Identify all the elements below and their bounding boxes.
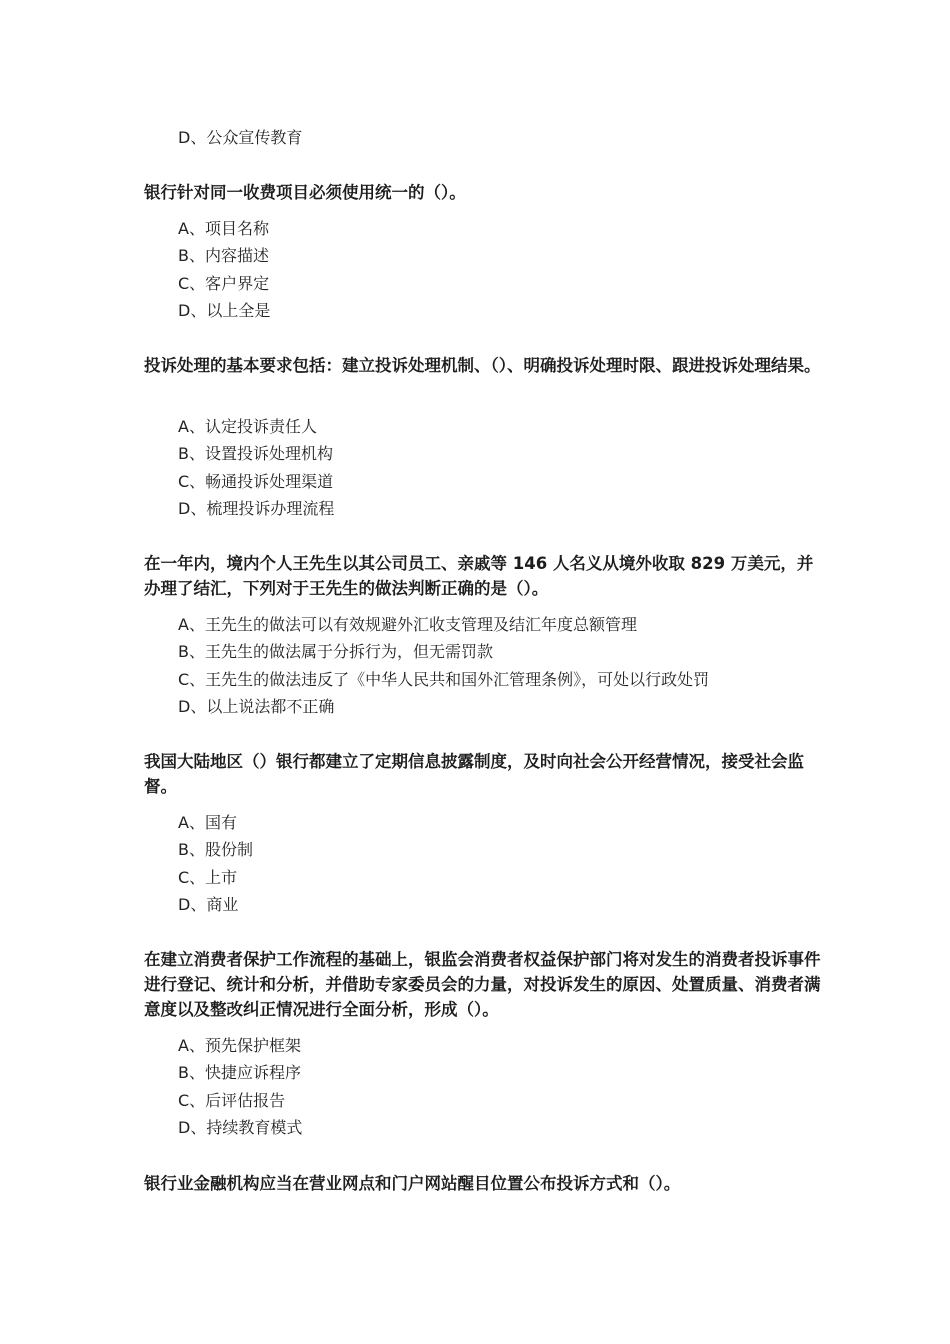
option-item: A、项目名称 (178, 219, 269, 238)
question-4: 我国大陆地区（）银行都建立了定期信息披露制度，及时向社会公开经营情况，接受社会监督。 (144, 752, 804, 796)
option-item: D、以上全是 (178, 300, 271, 320)
question-2: 投诉处理的基本要求包括：建立投诉处理机制、（）、明确投诉处理时限、跟进投诉处理结果。 (144, 356, 821, 375)
option-item: C、王先生的做法违反了《中华人民共和国外汇管理条例》，可处以行政处罚 (178, 669, 710, 689)
option-item: B、设置投诉处理机构 (178, 444, 333, 464)
option-list-4 (178, 809, 838, 918)
option-item: D、商业 (178, 894, 239, 914)
option-item: A、认定投诉责任人 (178, 417, 317, 436)
option-list-5 (178, 1032, 838, 1141)
option-item: B、内容描述 (178, 246, 269, 266)
option-item: B、股份制 (178, 840, 253, 860)
option-list-3 (178, 611, 838, 720)
option-item: A、国有 (178, 813, 237, 832)
option-list-1 (178, 215, 838, 324)
option-item: D、梳理投诉办理流程 (178, 498, 335, 518)
option-item: B、王先生的做法属于分拆行为，但无需罚款 (178, 642, 493, 662)
option-item: D、以上说法都不正确 (178, 696, 335, 716)
option-item: C、畅通投诉处理渠道 (178, 471, 334, 491)
option-item: C、后评估报告 (178, 1090, 286, 1110)
option-item: A、王先生的做法可以有效规避外汇收支管理及结汇年度总额管理 (178, 615, 637, 634)
question-3: 在一年内，境内个人王先生以其公司员工、亲戚等 146 人名义从境外收取 829 万美元，并办理了结汇，下列对于王先生的做法判断正确的是（）。 (144, 554, 814, 598)
option-item: D、持续教育模式 (178, 1117, 303, 1137)
question-5: 在建立消费者保护工作流程的基础上，银监会消费者权益保护部门将对发生的消费者投诉事件进行登记、统计和分析，并借助专家委员会的力量，对投诉发生的原因、处置质量、消费者满意度以及整改纠正情况进行全面分析，形成（）。 (144, 950, 821, 1019)
option-item: C、客户界定 (178, 273, 270, 293)
question-1: 银行针对同一收费项目必须使用统一的（）。 (144, 183, 466, 202)
option-item: A、预先保护框架 (178, 1036, 301, 1055)
option-list-2 (178, 413, 838, 522)
option-item: B、快捷应诉程序 (178, 1063, 301, 1083)
question-6: 银行业金融机构应当在营业网点和门户网站醒目位置公布投诉方式和（）。 (144, 1174, 681, 1193)
option-item: C、上市 (178, 867, 238, 887)
option-list-top (178, 124, 838, 151)
option-item: D、公众宣传教育 (178, 128, 303, 147)
